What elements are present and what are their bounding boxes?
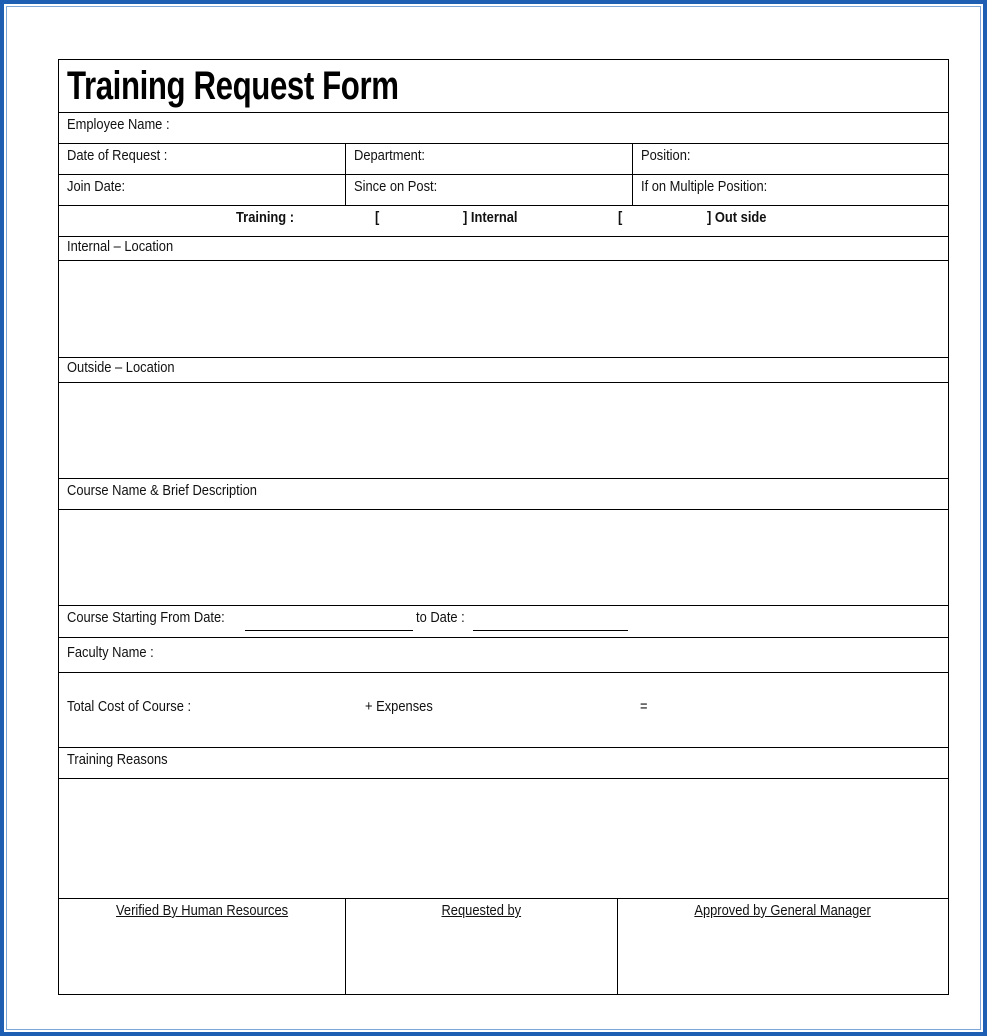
end-date-blank[interactable] [473,630,628,631]
training-reasons-label: Training Reasons [67,751,168,768]
outside-location-input[interactable] [59,383,948,479]
multiple-position-field[interactable] [632,175,948,205]
internal-option[interactable]: ] Internal [463,209,518,226]
gm-signature-box[interactable] [617,899,948,994]
form-title: Training Request Form [67,64,399,108]
join-date-label: Join Date: [67,178,126,195]
course-description-header [59,479,948,510]
faculty-row[interactable] [59,638,948,673]
date-of-request-field[interactable] [59,144,346,174]
request-info-row [59,144,948,175]
start-date-blank[interactable] [245,630,413,631]
department-field[interactable] [345,144,632,174]
internal-location-header [59,237,948,261]
training-type-row [59,206,948,237]
date-of-request-label: Date of Request : [67,147,168,164]
faculty-label: Faculty Name : [67,644,154,661]
verified-by-hr-label: Verified By Human Resources [116,902,289,919]
position-label: Position: [641,147,691,164]
internal-location-input[interactable] [59,261,948,358]
training-label: Training : [236,209,295,226]
outside-location-label: Outside – Location [67,359,175,376]
total-cost-input[interactable] [209,673,359,747]
employee-name-label: Employee Name : [67,116,170,133]
join-date-field[interactable] [59,175,346,205]
signature-row [59,899,948,994]
position-field[interactable] [632,144,948,174]
equals-label: = [640,698,648,715]
total-input[interactable] [659,673,939,747]
to-date-label: to Date : [416,609,465,626]
approved-by-gm-label: Approved by General Manager [694,902,872,919]
expenses-label: + Expenses [365,698,433,715]
outside-option[interactable]: ] Out side [707,209,767,226]
course-dates-row [59,606,948,638]
title-row [59,60,948,113]
outside-location-header [59,358,948,383]
employee-name-row[interactable] [59,113,948,144]
total-cost-label: Total Cost of Course : [67,698,192,715]
internal-location-label: Internal – Location [67,238,174,255]
expenses-input[interactable] [449,673,629,747]
since-on-post-field[interactable] [345,175,632,205]
requester-signature-box[interactable] [345,899,617,994]
training-reasons-header [59,748,948,779]
training-request-form [58,59,949,995]
department-label: Department: [354,147,425,164]
internal-checkbox-open[interactable]: [ [375,209,380,226]
multiple-position-label: If on Multiple Position: [641,178,768,195]
course-start-label: Course Starting From Date: [67,609,225,626]
course-description-input[interactable] [59,510,948,606]
cost-row [59,673,948,748]
hr-signature-box[interactable] [59,899,346,994]
course-description-label: Course Name & Brief Description [67,482,257,499]
requested-by-label: Requested by [441,902,522,919]
training-reasons-input[interactable] [59,779,948,899]
since-on-post-label: Since on Post: [354,178,438,195]
employment-info-row [59,175,948,206]
outside-checkbox-open[interactable]: [ [618,209,623,226]
